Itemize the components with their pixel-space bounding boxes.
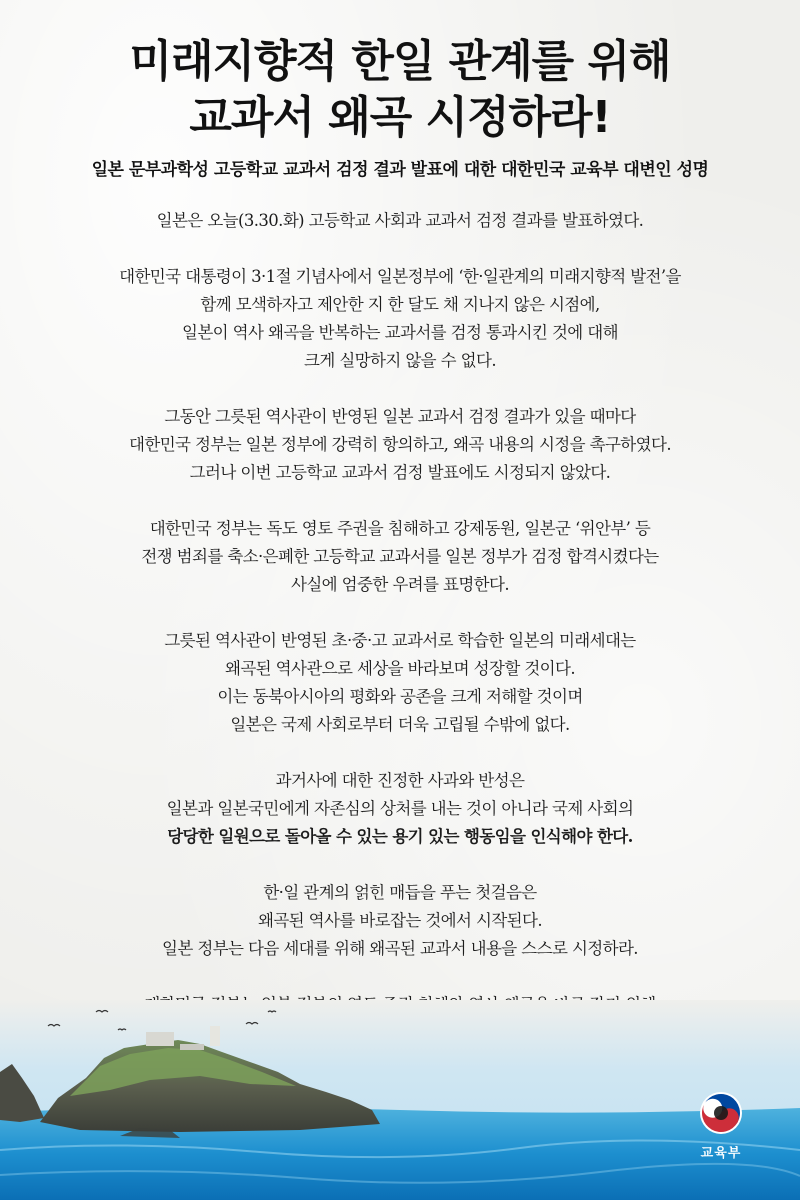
statement-body bbox=[40, 207, 760, 1103]
paragraph-3 bbox=[40, 403, 760, 487]
paragraph-4 bbox=[40, 515, 760, 599]
statement-line: 그동안 그릇된 역사관이 반영된 일본 교과서 검정 결과가 있을 때마다 bbox=[164, 407, 636, 426]
statement-line: 과거사에 대한 진정한 사과와 반성은 bbox=[275, 771, 525, 790]
statement-line: 당당한 일원으로 돌아올 수 있는 용기 있는 행동임을 인식해야 한다. bbox=[167, 827, 633, 846]
ministry-logo bbox=[693, 1090, 749, 1170]
statement-line: 일본과 일본국민에게 자존심의 상처를 내는 것이 아니라 국제 사회의 bbox=[166, 799, 634, 818]
statement-line: 대한민국 정부는 일본 정부에 강력히 항의하고, 왜곡 내용의 시정을 촉구하였다. bbox=[129, 435, 671, 454]
paragraph-5 bbox=[40, 627, 760, 739]
page-title-line-1: 미래지향적 한일 관계를 위해 bbox=[129, 36, 671, 87]
statement-line: 이는 동북아시아의 평화와 공존을 크게 저해할 것이며 bbox=[217, 687, 583, 706]
statement-line: 대한민국 정부는 독도 영토 주권을 침해하고 강제동원, 일본군 ‘위안부’ 등 bbox=[149, 519, 651, 538]
lighthouse-tower bbox=[210, 1026, 220, 1046]
statement-line: 전쟁 범죄를 축소·은폐한 고등학교 교과서를 일본 정부가 검정 합격시켰다는 bbox=[141, 547, 659, 566]
statement-line: 대한민국 대통령이 3·1절 기념사에서 일본정부에 ‘한·일관계의 미래지향적 발전’을 bbox=[119, 267, 681, 286]
page-title-line-2: 교과서 왜곡 시정하라! bbox=[189, 92, 611, 143]
helipad bbox=[180, 1044, 204, 1050]
page-subtitle: 일본 문부과학성 고등학교 교과서 검정 결과 발표에 대한 대한민국 교육부 대변인 성명 bbox=[91, 160, 709, 180]
statement-line: 사실에 엄중한 우려를 표명한다. bbox=[291, 575, 509, 594]
paragraph-7 bbox=[40, 879, 760, 963]
statement-line: 왜곡된 역사를 바로잡는 것에서 시작된다. bbox=[258, 911, 542, 930]
statement-line: 일본이 역사 왜곡을 반복하는 교과서를 검정 통과시킨 것에 대해 bbox=[182, 323, 618, 342]
statement-line: 일본 정부는 다음 세대를 위해 왜곡된 교과서 내용을 스스로 시정하라. bbox=[162, 939, 638, 958]
paragraph-1 bbox=[40, 207, 760, 235]
statement-line: 일본은 국제 사회로부터 더욱 고립될 수밖에 없다. bbox=[230, 715, 570, 734]
taegeuk-emblem-icon bbox=[698, 1090, 744, 1136]
statement-line: 함께 모색하자고 제안한 지 한 달도 채 지나지 않은 시점에, bbox=[200, 295, 600, 314]
statement-line: 그릇된 역사관이 반영된 초·중·고 교과서로 학습한 일본의 미래세대는 bbox=[164, 631, 636, 650]
lighthouse-building bbox=[146, 1032, 174, 1046]
statement-line: 한·일 관계의 얽힌 매듭을 푸는 첫걸음은 bbox=[263, 883, 537, 902]
paragraph-6 bbox=[40, 767, 760, 851]
dokdo-island-sea-illustration bbox=[0, 1000, 800, 1200]
ministry-logo-text: 교육부 bbox=[700, 1146, 742, 1161]
statement-line: 크게 실망하지 않을 수 없다. bbox=[304, 351, 496, 370]
statement-line: 일본은 오늘(3.30.화) 고등학교 사회과 교과서 검정 결과를 발표하였다. bbox=[156, 211, 644, 230]
paragraph-2 bbox=[40, 263, 760, 375]
statement-line: 그러나 이번 고등학교 교과서 검정 발표에도 시정되지 않았다. bbox=[189, 463, 611, 482]
statement-line: 왜곡된 역사관으로 세상을 바라보며 성장할 것이다. bbox=[225, 659, 575, 678]
